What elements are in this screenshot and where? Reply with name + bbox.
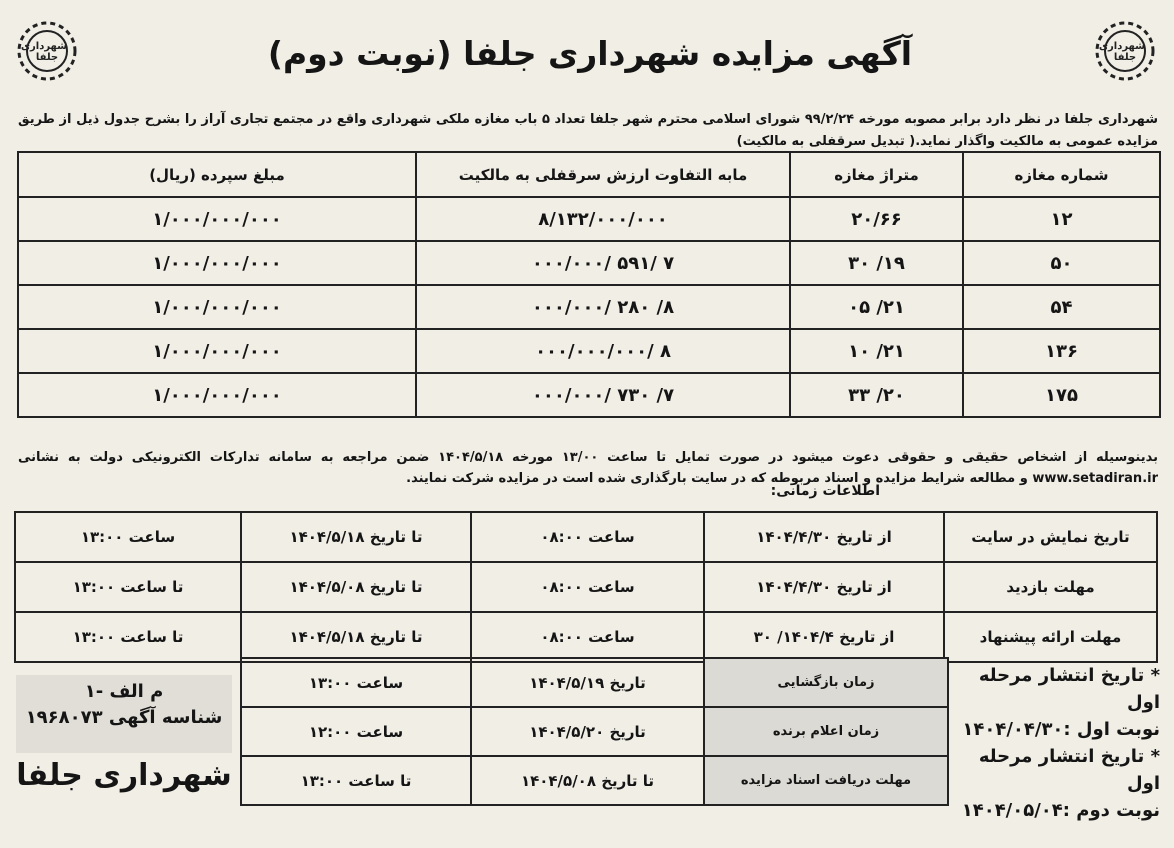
column-header: مابه التفاوت ارزش سرقفلی به مالکیت bbox=[416, 152, 790, 197]
event-label: زمان اعلام برنده bbox=[704, 707, 948, 756]
municipality-logo-right bbox=[1094, 20, 1156, 82]
table-row bbox=[241, 756, 948, 805]
schedule-from-time: ساعت ۰۸:۰۰ bbox=[471, 562, 704, 612]
shop-number-cell: ۱۲ bbox=[963, 197, 1160, 241]
shop-area-cell: ۲۰/ ۳۳ bbox=[790, 373, 963, 417]
price-difference-cell: ۷/ ۷۳۰ /۰۰۰/۰۰۰ bbox=[416, 373, 790, 417]
shop-number-cell: ۵۴ bbox=[963, 285, 1160, 329]
schedule-from-date: از تاریخ ۱۴۰۴/۴/۳۰ bbox=[704, 512, 944, 562]
deposit-cell: ۱/۰۰۰/۰۰۰/۰۰۰ bbox=[18, 197, 416, 241]
table-row bbox=[241, 707, 948, 756]
shop-area-cell: ۱۹/ ۳۰ bbox=[790, 241, 963, 285]
event-date: تا تاریخ ۱۴۰۴/۵/۰۸ bbox=[471, 756, 704, 805]
event-date: تاریخ ۱۴۰۴/۵/۲۰ bbox=[471, 707, 704, 756]
shops-table bbox=[17, 151, 1161, 418]
schedule-from-time: ساعت ۰۸:۰۰ bbox=[471, 512, 704, 562]
second-publication-date: نوبت دوم :۱۴۰۴/۰۵/۰۴ bbox=[961, 800, 1160, 821]
municipality-logo-left bbox=[16, 20, 78, 82]
schedule-to-date: تا تاریخ ۱۴۰۴/۵/۰۸ bbox=[241, 562, 471, 612]
deposit-cell: ۱/۰۰۰/۰۰۰/۰۰۰ bbox=[18, 285, 416, 329]
table-row bbox=[15, 562, 1157, 612]
ad-reference-box bbox=[16, 675, 232, 753]
event-date: تاریخ ۱۴۰۴/۵/۱۹ bbox=[471, 658, 704, 707]
deposit-cell: ۱/۰۰۰/۰۰۰/۰۰۰ bbox=[18, 373, 416, 417]
shop-number-cell: ۱۷۵ bbox=[963, 373, 1160, 417]
schedule-to-date: تا تاریخ ۱۴۰۴/۵/۱۸ bbox=[241, 612, 471, 662]
deposit-cell: ۱/۰۰۰/۰۰۰/۰۰۰ bbox=[18, 329, 416, 373]
shop-number-cell: ۵۰ bbox=[963, 241, 1160, 285]
table-row bbox=[18, 241, 1160, 285]
shop-area-cell: ۲۱/ ۱۰ bbox=[790, 329, 963, 373]
ad-id: شناسه آگهی ۱۹۶۸۰۷۳ bbox=[25, 707, 223, 728]
price-difference-cell: ۷ /۵۹۱ /۰۰۰/۰۰۰ bbox=[416, 241, 790, 285]
logo-caption: شهرداری جلفا bbox=[20, 41, 67, 63]
price-difference-cell: ۸/۱۳۲/۰۰۰/۰۰۰ bbox=[416, 197, 790, 241]
intro-paragraph: شهرداری جلفا در نظر دارد برابر مصوبه مورخه ۹۹/۲/۲۴ شورای اسلامی محترم شهر جلفا تعداد ۵ باب مغازه ملکی شهرداری واقع در مجتمع تجاری آراز را بشرح جدول ذیل از طریق مزایده عمومی به مالکیت واگذار نماید.( تبدیل سرقفلی به مالکیت) bbox=[18, 112, 1158, 149]
shop-area-cell: ۲۰/۶۶ bbox=[790, 197, 963, 241]
table-header-row bbox=[18, 152, 1160, 197]
schedule-label: تاریخ نمایش در سایت bbox=[944, 512, 1157, 562]
schedule-label: مهلت ارائه پیشنهاد bbox=[944, 612, 1157, 662]
reference-code: م الف -۱ bbox=[84, 681, 164, 702]
publication-dates bbox=[952, 662, 1160, 824]
price-difference-cell: ۸/ ۲۸۰ /۰۰۰/۰۰۰ bbox=[416, 285, 790, 329]
events-table bbox=[240, 657, 949, 806]
schedule-label: مهلت بازدید bbox=[944, 562, 1157, 612]
table-row bbox=[241, 658, 948, 707]
table-row bbox=[18, 197, 1160, 241]
column-header: مبلغ سپرده (ریال) bbox=[18, 152, 416, 197]
shop-number-cell: ۱۳۶ bbox=[963, 329, 1160, 373]
event-time: ساعت ۱۳:۰۰ bbox=[241, 658, 471, 707]
table-row bbox=[15, 612, 1157, 662]
table-row bbox=[15, 512, 1157, 562]
first-publication-label: * تاریخ انتشار مرحله اول bbox=[978, 665, 1160, 713]
schedule-from-time: ساعت ۰۸:۰۰ bbox=[471, 612, 704, 662]
price-difference-cell: ۸ /۰۰۰/۰۰۰/۰۰۰ bbox=[416, 329, 790, 373]
schedule-to-date: تا تاریخ ۱۴۰۴/۵/۱۸ bbox=[241, 512, 471, 562]
first-publication-date: نوبت اول :۱۴۰۴/۰۴/۳۰ bbox=[962, 719, 1160, 740]
second-publication-label: * تاریخ انتشار مرحله اول bbox=[978, 746, 1160, 794]
schedule-to-time: تا ساعت ۱۳:۰۰ bbox=[15, 562, 241, 612]
event-label: زمان بازگشایی bbox=[704, 658, 948, 707]
event-time: ساعت ۱۲:۰۰ bbox=[241, 707, 471, 756]
column-header: متراژ مغازه bbox=[790, 152, 963, 197]
event-label: مهلت دریافت اسناد مزایده bbox=[704, 756, 948, 805]
invitation-paragraph: بدینوسیله از اشخاص حقیقی و حقوقی دعوت میشود در صورت تمایل تا ساعت ۱۳/۰۰ مورخه ۱۴۰۴/۵/۱۸ ضمن مراجعه به سامانه تدارکات الکترونیکی دولت به نشانی www.setadiran.ir و مطالعه شرایط مزایده و اسناد مربوطه که در سایت بارگذاری شده است در مزایده شرکت نمایند. bbox=[18, 450, 1159, 486]
signature: شهرداری جلفا bbox=[16, 758, 232, 793]
schedule-to-time: تا ساعت ۱۳:۰۰ bbox=[15, 612, 241, 662]
logo-caption: شهرداری جلفا bbox=[1098, 41, 1145, 63]
page-title: آگهی مزایده شهرداری جلفا (نوبت دوم) bbox=[267, 34, 913, 73]
table-row bbox=[18, 285, 1160, 329]
schedule-to-time: ساعت ۱۳:۰۰ bbox=[15, 512, 241, 562]
event-time: تا ساعت ۱۳:۰۰ bbox=[241, 756, 471, 805]
table-row bbox=[18, 329, 1160, 373]
schedule-from-date: از تاریخ ۱۴۰۴/۴/۳۰ bbox=[704, 562, 944, 612]
shop-area-cell: ۲۱/ ۰۵ bbox=[790, 285, 963, 329]
schedule-from-date: از تاریخ ۱۴۰۴/۴/ ۳۰ bbox=[704, 612, 944, 662]
deposit-cell: ۱/۰۰۰/۰۰۰/۰۰۰ bbox=[18, 241, 416, 285]
table-row bbox=[18, 373, 1160, 417]
schedule-heading: اطلاعات زمانی: bbox=[770, 483, 880, 499]
schedule-table bbox=[14, 511, 1158, 663]
column-header: شماره مغازه bbox=[963, 152, 1160, 197]
